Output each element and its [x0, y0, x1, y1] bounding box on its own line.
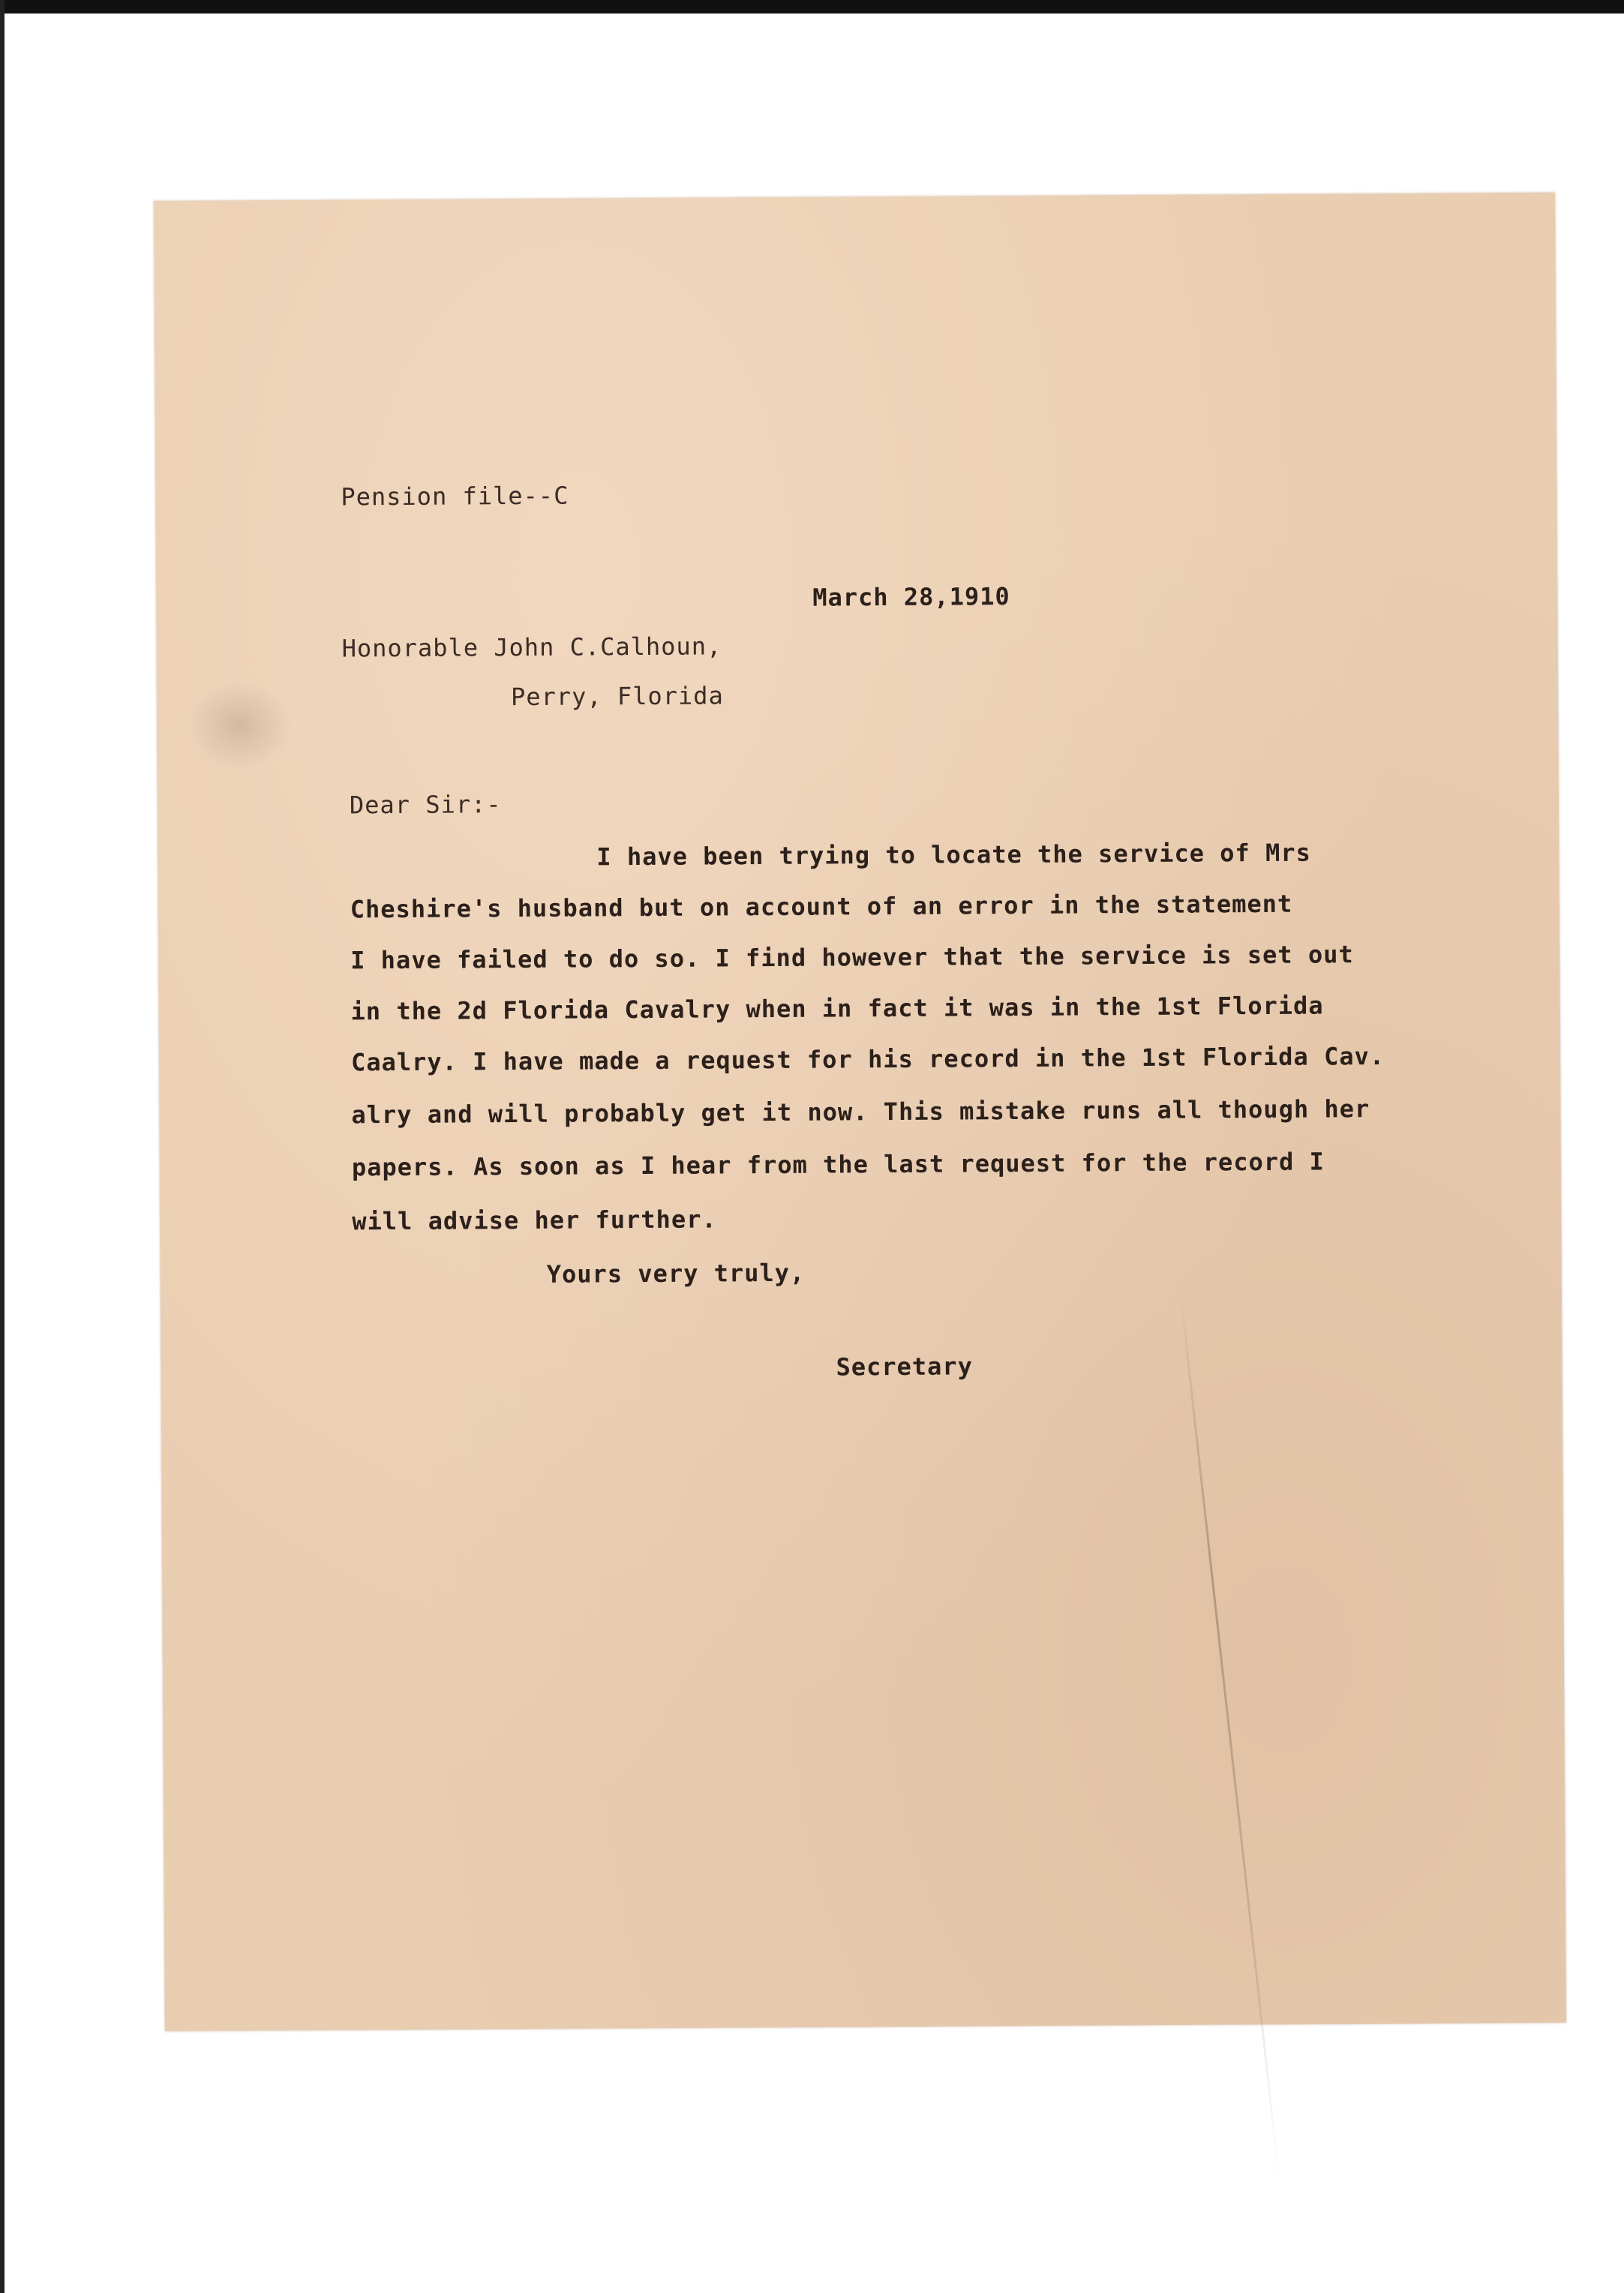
letter-date: March 28,1910 [812, 582, 1010, 612]
body-line: in the 2d Florida Cavalry when in fact it was in the 1st Florida [350, 991, 1324, 1026]
recipient-place: Perry, Florida [510, 681, 724, 712]
scan-left-border [0, 0, 5, 2293]
recipient-name: Honorable John C.Calhoun, [341, 632, 722, 663]
letter-page [154, 193, 1566, 2031]
body-line: alry and will probably get it now. This mistake runs all though her [351, 1094, 1370, 1130]
scan-top-border [0, 0, 1624, 14]
body-line: I have been trying to locate the service of Mrs [596, 838, 1311, 872]
salutation: Dear Sir:- [349, 790, 502, 820]
signature: Secretary [836, 1352, 974, 1382]
body-line: I have failed to do so. I find however that the service is set out [350, 940, 1354, 975]
body-line: Caalry. I have made a request for his record in the 1st Florida Cav. [350, 1041, 1385, 1077]
paper-crease [1178, 1285, 1280, 2180]
body-line: Cheshire's husband but on account of an error in the statement [350, 889, 1293, 924]
body-line: papers. As soon as I hear from the last request for the record I [351, 1147, 1325, 1182]
closing: Yours very truly, [546, 1258, 806, 1289]
paper-smudge [187, 680, 293, 771]
file-reference: Pension file--C [341, 481, 569, 512]
body-line: will advise her further. [352, 1205, 717, 1236]
